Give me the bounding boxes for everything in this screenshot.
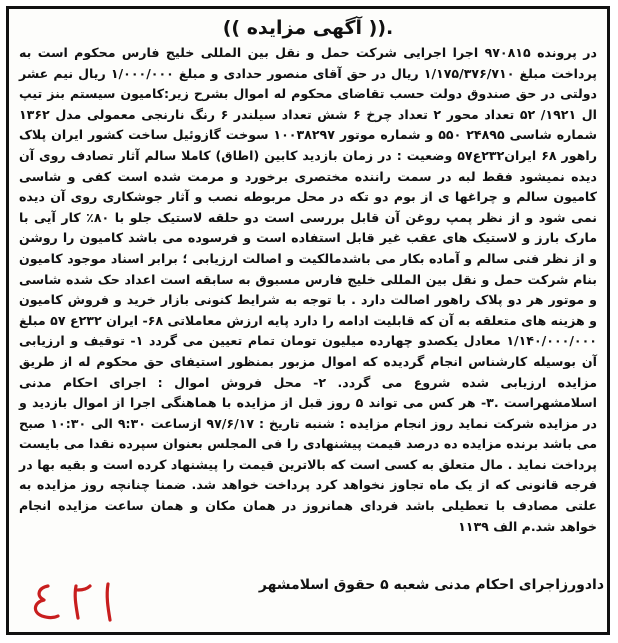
signature-line: دادورزاجرای احکام مدنی شعبه ۵ حقوق اسلامشهر <box>258 577 604 593</box>
handwritten-number <box>18 578 128 626</box>
notice-body: در پرونده ۹۷۰۸۱۵ اجرا اجرایی شرکت حمل و نقل بین المللی خلیج فارس محکوم است به پرداخت مبلغ ۱/۱۷۵/۳۷۶/۷۱۰ ریال در حق آقای منصور حدادی و مبلغ ۱/۰۰۰/۰۰۰ ریال نیم عشر دولتی در حق صندوق دولت حسب تقاضای محکوم له اموال بشرح زیر:کامیون سیستم بنز تیپ ال ۱۹۲۱/ ۵۲ تعداد محور ۲ تعداد چرخ ۶ شش تعداد سیلندر ۶ رنگ نارنجی معمولی مدل ۱۳۶۲ شماره شاسی ۲۴۸۹۵ ۵۵۰ و شماره موتور ۱۰۰۳۸۲۹۷ سوخت گازوئیل ساخت کشور ایران پلاک راهور ۶۸ ایران۲۳۲ع۵۷ وضعیت : در زمان بازدید کابین (اطاق) کاملا سالم آثار تصادف روی آن دیده نمیشود فقط لبه در سمت راننده مختصری برخورد و مرمت شده است کفی و شاسی کامیون سالم و چراغها ی از بوم دو تکه در محل مربوطه نصب و آثار جوشکاری روی آن دیده نمی شود و از نظر پمپ روغن آن قابل بررسی است دو حلقه لاستیک جلو با ۸۰٪ کار آیی با مارک بارز و لاستیک های عقب غیر قابل استفاده است و فرسوده می باشد کامیون را روشن و از نظر فنی سالم و آماده بکار می باشدمالکیت و اصالت ارزیابی ؛ برابر اسناد موجود کامیون بنام شرکت حمل و نقل بین المللی خلیج فارس مسبوق به سابقه است اعداد حک شده شاسی و موتور هر دو پلاک راهور اصالت دارد . با توجه به شرایط کنونی بازار خرید و فروش کامیون و هزینه های متعلقه به آن که قابلیت ادامه را دارد پایه ارزش معاملاتی ۶۸- ایران ۲۳۲ع ۵۷ مبلغ ۱/۱۴۰/۰۰۰/۰۰۰ معادل یکصدو چهارده میلیون تومان تمام تعیین می گردد ۱- توقیف و ارزیابی آن بوسیله کارشناس انجام گردیده که اموال مزبور بمنظور استیفای حق محکوم له از طریق مزایده ارزیابی شده شروع می گردد. ۲- محل فروش اموال : اجرای احکام مدنی اسلامشهراست .۳- هر کس می تواند ۵ روز قبل از مزایده با هماهنگی اجرا از اموال بازدید و در مزایده شرکت نماید روز انجام مزایده : شنبه تاریخ : ۹۷/۶/۱۷ ازساعت ۹:۳۰ الی ۱۰:۳۰ صبح می باشد برنده مزایده ده درصد قیمت پیشنهادی را فی المجلس بعنوان سپرده نقدا می بایست پرداخت نماید . مال متعلق به کسی است که بالاترین قیمت را پیشنهاد کرده است و بقیه بها در فرجه قانونی که از یک ماه تجاوز نخواهد کرد پرداخت خواهد شد. ضمنا چنانچه روز مزایده به علتی مصادف با تعطیلی باشد فردای همانروز در همان مکان و همان ساعت مزایده انجام خواهد شد.م الف ۱۱۳۹ <box>19 45 598 534</box>
auction-notice <box>6 6 610 635</box>
notice-title: .(( آگهی مزایده )) <box>222 17 394 39</box>
